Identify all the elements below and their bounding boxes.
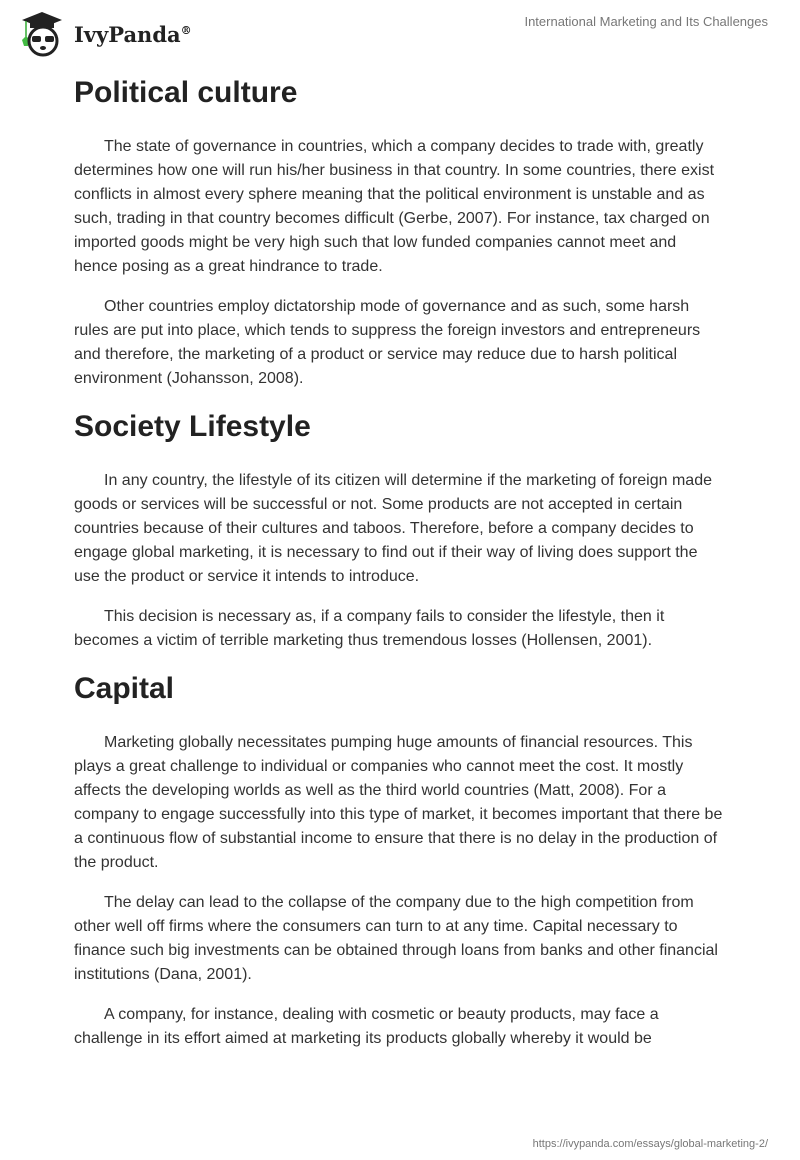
- panda-logo-icon: [18, 10, 66, 58]
- section-political-culture: [74, 73, 724, 391]
- section-heading: Capital: [74, 672, 175, 705]
- paragraph: Other countries employ dictatorship mode of governance and as such, some harsh rules are put into place, which tends to suppress the foreign investors and entrepreneurs and therefore, the marketing of a product or service may reduce due to harsh political environment (Johansson, 2008).: [74, 298, 701, 387]
- paragraph: The state of governance in countries, which a company decides to trade with, greatly determines how one will run his/her business in that country. In some countries, there exist conflicts in almost every sphere meaning that the political environment is unstable and as such, trading in that country becomes difficult (Gerbe, 2007). For instance, tax charged on imported goods might be very high such that low funded companies cannot meet and hence posing as a great hindrance to trade.: [74, 138, 715, 275]
- section-heading: Political culture: [74, 76, 298, 109]
- paragraph: This decision is necessary as, if a company fails to consider the lifestyle, then it becomes a victim of terrible marketing thus tremendous losses (Hollensen, 2001).: [74, 608, 665, 649]
- section-capital: [74, 669, 724, 1051]
- essay-content: [74, 70, 724, 1067]
- section-heading: Society Lifestyle: [74, 410, 311, 443]
- section-society-lifestyle: [74, 407, 724, 653]
- paragraph: In any country, the lifestyle of its citizen will determine if the marketing of foreign made goods or services will be successful or not. Some products are not accepted in certain countries because of their cultures and taboos. Therefore, before a company decides to engage global marketing, it is necessary to find out if their way of living does support the use the product or service it intends to introduce.: [74, 472, 712, 585]
- brand-name-text: IvyPanda: [74, 21, 181, 47]
- source-url[interactable]: https://ivypanda.com/essays/global-marketing-2/: [532, 1138, 768, 1150]
- document-title: International Marketing and Its Challenges: [524, 14, 768, 29]
- brand-name: [74, 22, 192, 47]
- registered-mark: ®: [180, 23, 192, 37]
- logo[interactable]: [18, 10, 192, 58]
- paragraph: The delay can lead to the collapse of the company due to the high competition from other well off firms where the consumers can turn to at any time. Capital necessary to finance such big investments can be obtained through loans from banks and other financial institutions (Dana, 2001).: [74, 894, 718, 983]
- paragraph: Marketing globally necessitates pumping huge amounts of financial resources. This plays a great challenge to individual or companies who cannot meet the cost. It mostly affects the developing worlds as well as the third world countries (Matt, 2008). For a company to engage successfully into this type of market, it becomes important that there be a continuous flow of substantial income to ensure that there is no delay in the production of the product.: [74, 734, 723, 871]
- paragraph: A company, for instance, dealing with cosmetic or beauty products, may face a challenge in its effort aimed at marketing its products globally whereby it would be: [74, 1006, 659, 1047]
